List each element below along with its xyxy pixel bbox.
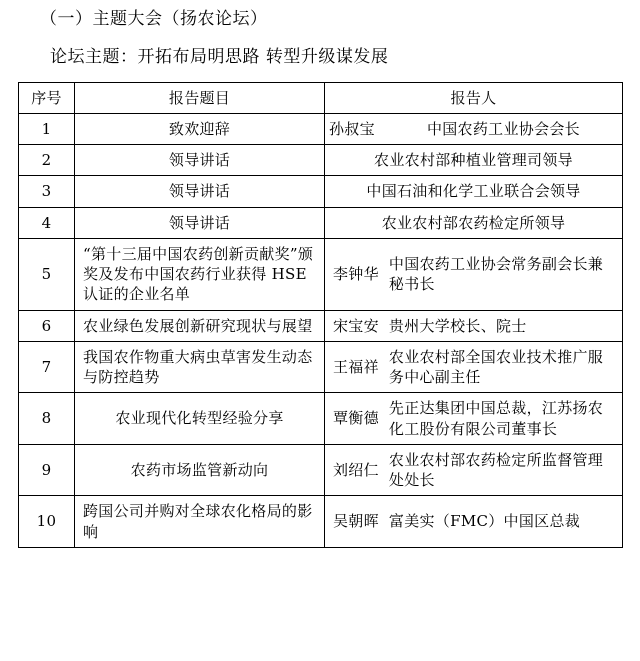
speaker-role: 中国农药工业协会常务副会长兼秘书长	[388, 254, 604, 294]
row-title: “第十三届中国农药创新贡献奖”颁奖及发布中国农药行业获得 HSE 认证的企业名单	[75, 238, 325, 310]
table-row	[19, 207, 623, 238]
row-speaker	[325, 444, 623, 496]
row-number: 5	[19, 238, 75, 310]
row-number: 2	[19, 145, 75, 176]
table-row	[19, 444, 623, 496]
table-row	[19, 113, 623, 144]
row-speaker	[325, 393, 623, 445]
table-row	[19, 238, 623, 310]
column-header-speaker: 报告人	[325, 82, 623, 113]
row-speaker	[325, 176, 623, 207]
agenda-table-body	[19, 113, 623, 547]
speaker-name: 李钟华	[333, 265, 379, 284]
speaker-role: 农业农村部种植业管理司领导	[374, 151, 573, 170]
row-number: 1	[19, 113, 75, 144]
speaker-role: 贵州大学校长、院士	[388, 316, 527, 335]
table-row	[19, 341, 623, 393]
row-title: 我国农作物重大病虫草害发生动态与防控趋势	[75, 341, 325, 393]
row-speaker	[325, 207, 623, 238]
row-speaker	[325, 496, 623, 548]
row-number: 7	[19, 341, 75, 393]
row-title: 跨国公司并购对全球农化格局的影响	[75, 496, 325, 548]
column-header-title: 报告题目	[75, 82, 325, 113]
speaker-role: 富美实（FMC）中国区总裁	[388, 512, 581, 531]
speaker-name: 王福祥	[333, 357, 379, 376]
row-speaker	[325, 341, 623, 393]
row-title: 领导讲话	[75, 207, 325, 238]
row-number: 8	[19, 393, 75, 445]
speaker-role: 先正达集团中国总裁，江苏扬农化工股份有限公司董事长	[388, 399, 604, 438]
speaker-name: 孙叔宝	[329, 119, 375, 138]
table-header-row	[19, 82, 623, 113]
table-row	[19, 496, 623, 548]
row-title: 致欢迎辞	[75, 113, 325, 144]
speaker-role: 农业农村部农药检定所监督管理处处长	[388, 450, 604, 490]
speaker-name: 宋宝安	[333, 316, 379, 335]
speaker-role: 中国石油和化学工业联合会领导	[366, 182, 581, 201]
row-title: 农业绿色发展创新研究现状与展望	[75, 310, 325, 341]
row-speaker	[325, 310, 623, 341]
speaker-role: 农业农村部全国农业技术推广服务中心副主任	[388, 347, 604, 387]
section-heading: （一）主题大会（扬农论坛）	[40, 9, 268, 29]
forum-theme-line: 论坛主题：开拓布局明思路 转型升级谋发展	[50, 46, 389, 67]
speaker-role: 中国农药工业协会会长	[426, 119, 580, 138]
row-number: 4	[19, 207, 75, 238]
table-row	[19, 145, 623, 176]
row-number: 10	[19, 496, 75, 548]
row-title: 领导讲话	[75, 176, 325, 207]
row-speaker	[325, 113, 623, 144]
row-number: 3	[19, 176, 75, 207]
speaker-name: 吴朝晖	[333, 512, 379, 531]
row-title: 领导讲话	[75, 145, 325, 176]
speaker-role: 农业农村部农药检定所领导	[381, 213, 566, 232]
row-title: 农药市场监管新动向	[75, 444, 325, 496]
column-header-no: 序号	[19, 82, 75, 113]
speaker-name: 覃衡德	[333, 409, 379, 428]
row-speaker	[325, 145, 623, 176]
row-title: 农业现代化转型经验分享	[75, 393, 325, 445]
document-page	[0, 8, 640, 661]
row-speaker	[325, 238, 623, 310]
row-number: 6	[19, 310, 75, 341]
table-row	[19, 176, 623, 207]
agenda-table	[18, 82, 623, 548]
table-row	[19, 393, 623, 445]
speaker-name: 刘绍仁	[333, 460, 379, 479]
table-row	[19, 310, 623, 341]
row-number: 9	[19, 444, 75, 496]
